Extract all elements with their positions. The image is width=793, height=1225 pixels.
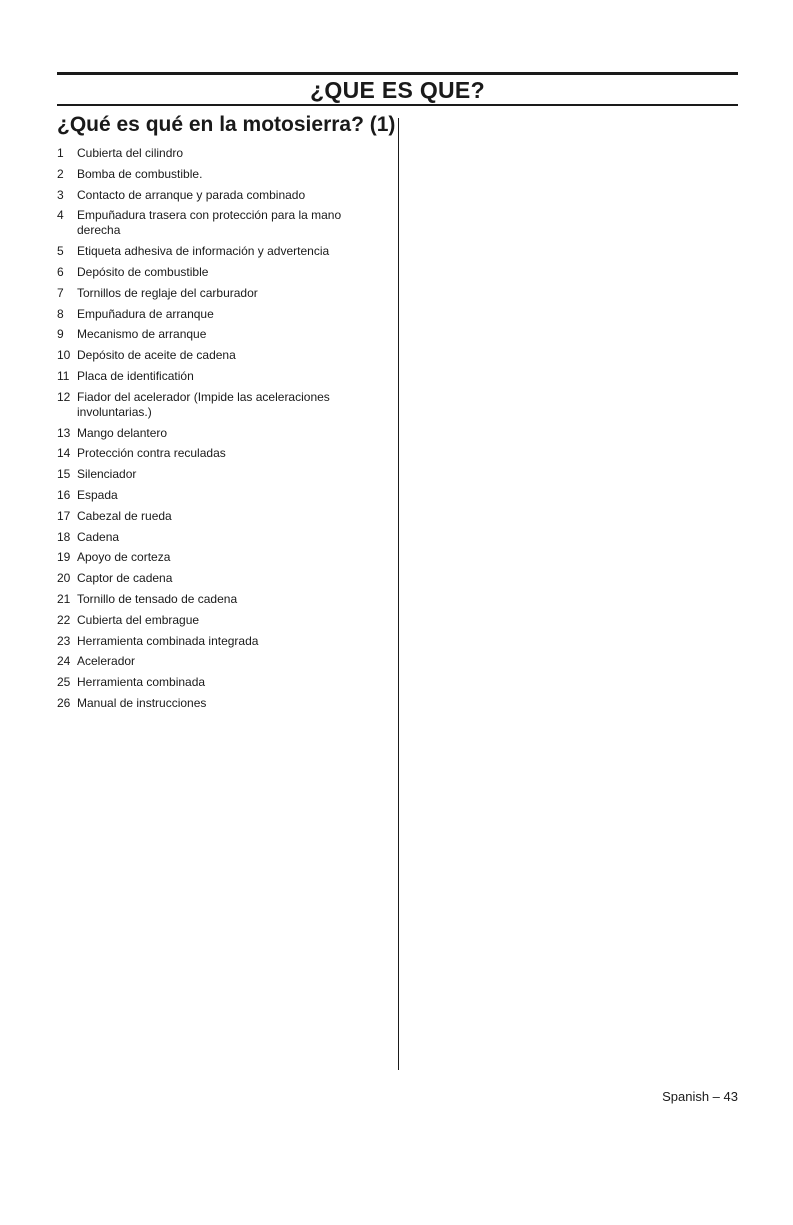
list-item [57, 307, 357, 322]
list-item-label: Captor de cadena [77, 571, 173, 586]
list-item-label: Tornillos de reglaje del carburador [77, 285, 258, 300]
list-item [57, 467, 357, 482]
list-item-number: 3 [57, 187, 64, 202]
list-item-label: Contacto de arranque y parada combinado [77, 187, 306, 202]
list-item-label: Herramienta combinada integrada [77, 633, 259, 648]
list-item [57, 675, 357, 690]
list-item-number: 18 [57, 529, 71, 544]
list-item-number: 15 [57, 467, 71, 482]
list-item [57, 348, 357, 363]
list-item-label: Mecanismo de arranque [77, 327, 207, 342]
list-item-label: Placa de identificatión [77, 368, 194, 383]
list-item-label: Herramienta combinada [77, 675, 206, 690]
list-item [57, 530, 357, 545]
list-item-label: Espada [77, 487, 118, 502]
list-item-label: Depósito de combustible [77, 264, 209, 279]
list-item-number: 6 [57, 264, 64, 279]
list-item-number: 8 [57, 306, 64, 321]
list-item [57, 571, 357, 586]
list-item-number: 19 [57, 550, 71, 565]
list-item-number: 24 [57, 654, 71, 669]
list-item-label: Depósito de aceite de cadena [77, 348, 236, 363]
header-rule-top [57, 72, 738, 75]
list-item [57, 390, 357, 420]
list-item-label: Fiador del acelerador (Impide las aceleraciones involuntarias.) [77, 389, 330, 419]
list-item-label: Manual de instrucciones [77, 695, 207, 710]
list-item-number: 13 [57, 425, 71, 440]
list-item-number: 21 [57, 591, 71, 606]
list-item-number: 1 [57, 146, 64, 160]
list-item [57, 488, 357, 503]
list-item-label: Cadena [77, 529, 120, 544]
list-item [57, 550, 357, 565]
list-item [57, 208, 357, 238]
list-item-number: 12 [57, 389, 71, 404]
list-item [57, 146, 357, 161]
list-item-number: 23 [57, 633, 71, 648]
list-item-label: Cubierta del cilindro [77, 146, 184, 160]
list-item-number: 25 [57, 675, 71, 690]
section-heading: ¿Qué es qué en la motosierra? (1) [57, 113, 396, 136]
list-item-label: Tornillo de tensado de cadena [77, 591, 238, 606]
list-item-number: 22 [57, 612, 71, 627]
page-number: Spanish – 43 [662, 1089, 738, 1104]
list-item-number: 4 [57, 208, 64, 223]
list-item-number: 11 [57, 368, 70, 383]
list-item-label: Etiqueta adhesiva de información y advertencia [77, 244, 330, 259]
list-item [57, 426, 357, 441]
list-item [57, 509, 357, 524]
list-item-label: Acelerador [77, 654, 136, 669]
list-item-number: 20 [57, 571, 71, 586]
list-item-label: Cubierta del embrague [77, 612, 200, 627]
list-item [57, 244, 357, 259]
list-item-label: Cabezal de rueda [77, 508, 172, 523]
list-item-number: 26 [57, 695, 71, 710]
parts-list [57, 146, 357, 717]
page-title: ¿QUE ES QUE? [310, 77, 485, 103]
list-item-number: 17 [57, 508, 71, 523]
list-item [57, 327, 357, 342]
list-item [57, 167, 357, 182]
list-item-label: Protección contra reculadas [77, 446, 226, 461]
list-item [57, 188, 357, 203]
list-item-label: Empuñadura de arranque [77, 306, 214, 321]
header-rule-bottom [57, 104, 738, 106]
list-item-label: Bomba de combustible. [77, 166, 203, 181]
list-item-number: 5 [57, 244, 64, 259]
list-item [57, 369, 357, 384]
column-divider [398, 118, 399, 1070]
list-item-number: 9 [57, 327, 64, 342]
list-item [57, 613, 357, 628]
list-item-label: Mango delantero [77, 425, 168, 440]
list-item [57, 696, 357, 711]
list-item [57, 592, 357, 607]
list-item-label: Empuñadura trasera con protección para la mano derecha [77, 208, 342, 238]
list-item [57, 446, 357, 461]
list-item-number: 10 [57, 348, 71, 363]
list-item-label: Apoyo de corteza [77, 550, 171, 565]
list-item [57, 634, 357, 649]
list-item [57, 286, 357, 301]
list-item-number: 16 [57, 487, 71, 502]
list-item-number: 14 [57, 446, 71, 461]
list-item-number: 7 [57, 285, 64, 300]
list-item-label: Silenciador [77, 467, 137, 482]
list-item [57, 654, 357, 669]
list-item-number: 2 [57, 166, 64, 181]
list-item [57, 265, 357, 280]
